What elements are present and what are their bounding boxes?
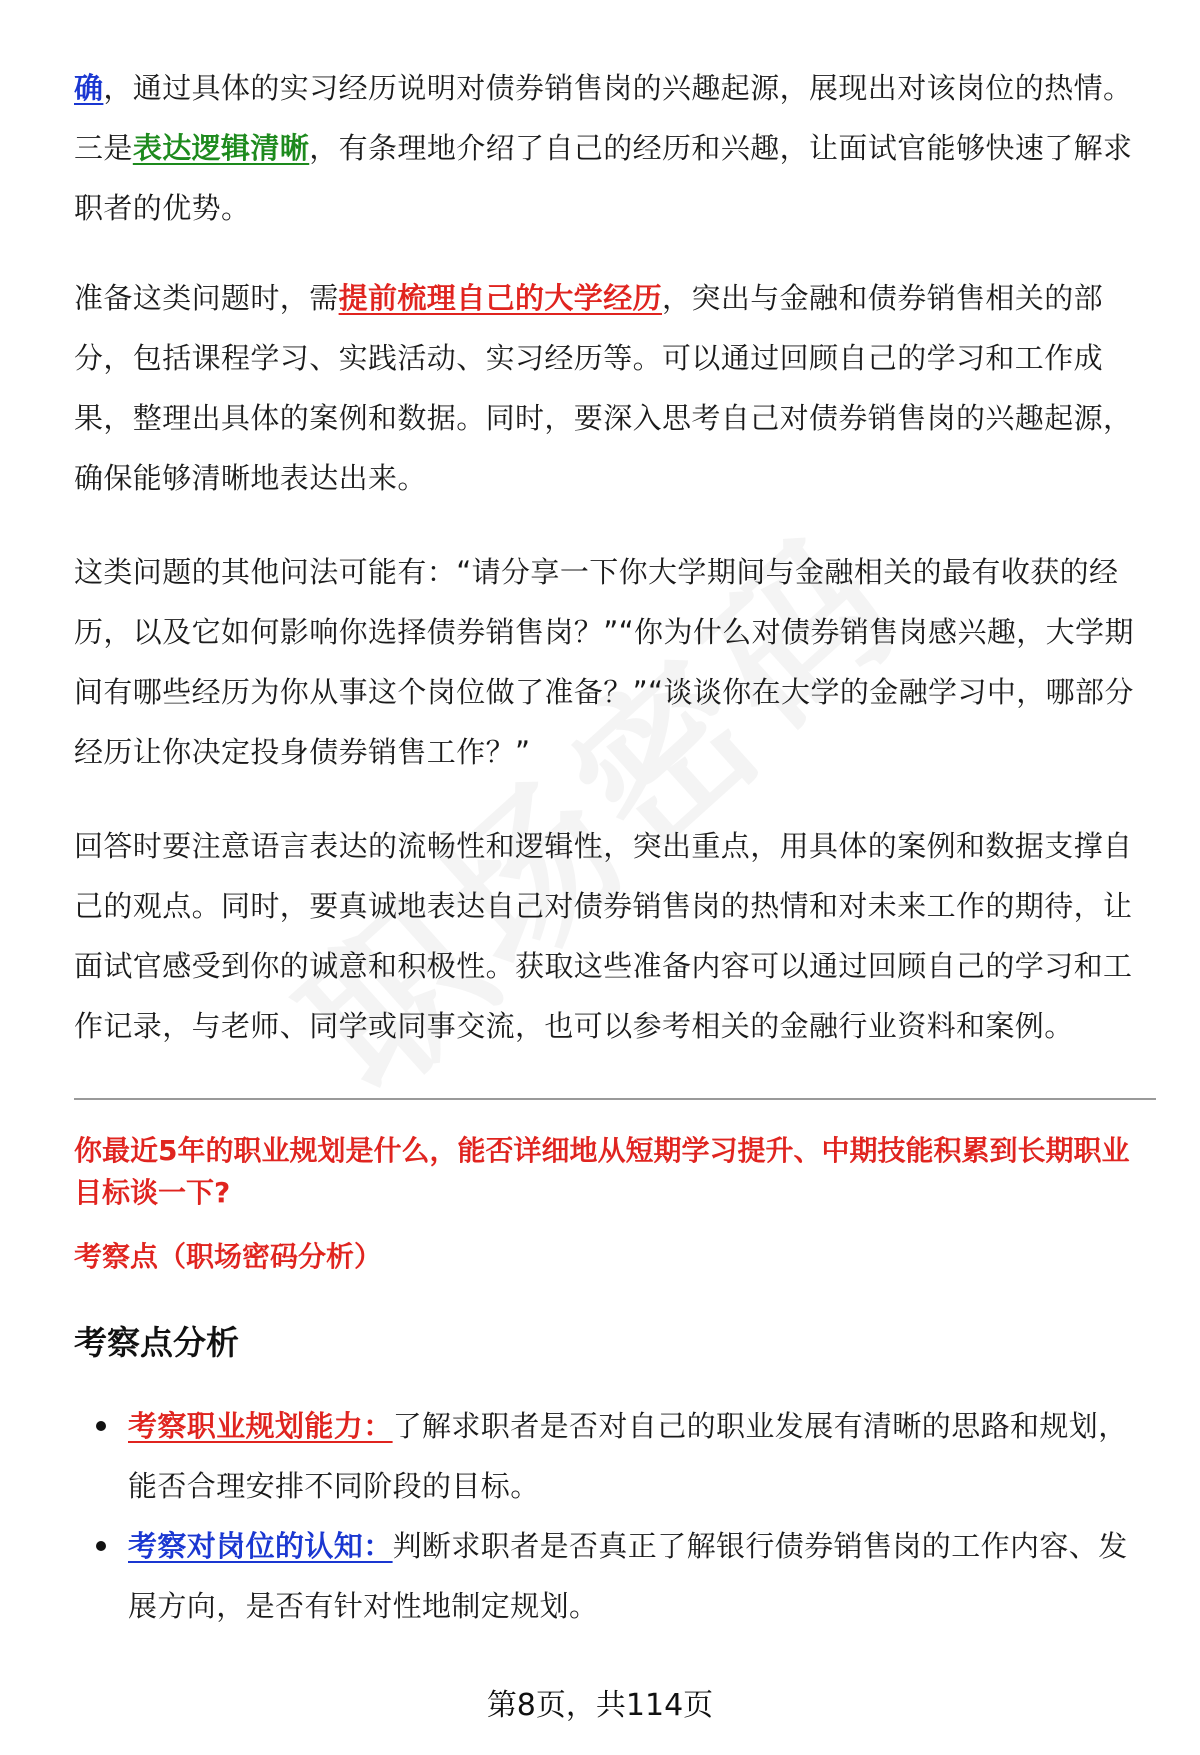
paragraph-text: ，突出与金融和债券销售相关的部分，包括课程学习、实践活动、实习经历等。可以通过回顾自己的学习和工作成果，整理出具体的案例和数据。同时，要深入思考自己对债券销售岗的兴趣起源，确保能够清晰地表达出来。: [74, 281, 1133, 495]
analysis-points-list: [74, 1396, 1156, 1636]
list-item: [74, 1516, 1156, 1636]
point-text: 了解求职者是否对自己的职业发展有清晰的思路和规划，能否合理安排不同阶段的目标。: [128, 1409, 1128, 1503]
paragraph-preparation: [74, 268, 1156, 508]
analysis-subheading: 考察点（职场密码分析）: [74, 1240, 383, 1273]
page-number: 第8页，共114页: [486, 1688, 714, 1723]
paragraph-strengths: [74, 58, 1156, 238]
bullet-icon: [96, 1421, 106, 1431]
point-label: 考察职业规划能力：: [128, 1409, 393, 1443]
highlight-green: 表达逻辑清晰: [132, 131, 310, 165]
paragraph-text: 准备这类问题时，需: [74, 281, 339, 315]
paragraph-text: ，有条理地介绍了自己的经历和兴趣，让面试官能够快速了解求职者的优势。: [74, 131, 1133, 225]
list-item: [74, 1396, 1156, 1516]
section-divider: [74, 1098, 1156, 1100]
point-label: 考察对岗位的认知：: [128, 1529, 393, 1563]
bullet-icon: [96, 1541, 106, 1551]
highlight-blue: 确: [74, 71, 104, 105]
section-title: 考察点分析: [74, 1323, 239, 1362]
point-text: 判断求职者是否真正了解银行债券销售岗的工作内容、发展方向，是否有针对性地制定规划。: [128, 1529, 1128, 1623]
paragraph-text: ，通过具体的实习经历说明对债券销售岗的兴趣起源，展现出对该岗位的热情。三是: [74, 71, 1133, 165]
paragraph-tips: 回答时要注意语言表达的流畅性和逻辑性，突出重点，用具体的案例和数据支撑自己的观点。同时，要真诚地表达自己对债券销售岗的热情和对未来工作的期待，让面试官感受到你的诚意和积极性。获取这些准备内容可以通过回顾自己的学习和工作记录，与老师、同学或同事交流，也可以参考相关的金融行业资料和案例。: [74, 829, 1133, 1043]
interview-question: 你最近5年的职业规划是什么，能否详细地从短期学习提升、中期技能积累到长期职业目标谈一下?: [74, 1134, 1130, 1209]
document-page: [74, 58, 1156, 1636]
highlight-red: 提前梳理自己的大学经历: [338, 281, 663, 315]
paragraph-alternatives: 这类问题的其他问法可能有：“请分享一下你大学期间与金融相关的最有收获的经历，以及它如何影响你选择债券销售岗？”“你为什么对债券销售岗感兴趣，大学期间有哪些经历为你从事这个岗位做了准备？”“谈谈你在大学的金融学习中，哪部分经历让你决定投身债券销售工作？”: [74, 555, 1134, 769]
